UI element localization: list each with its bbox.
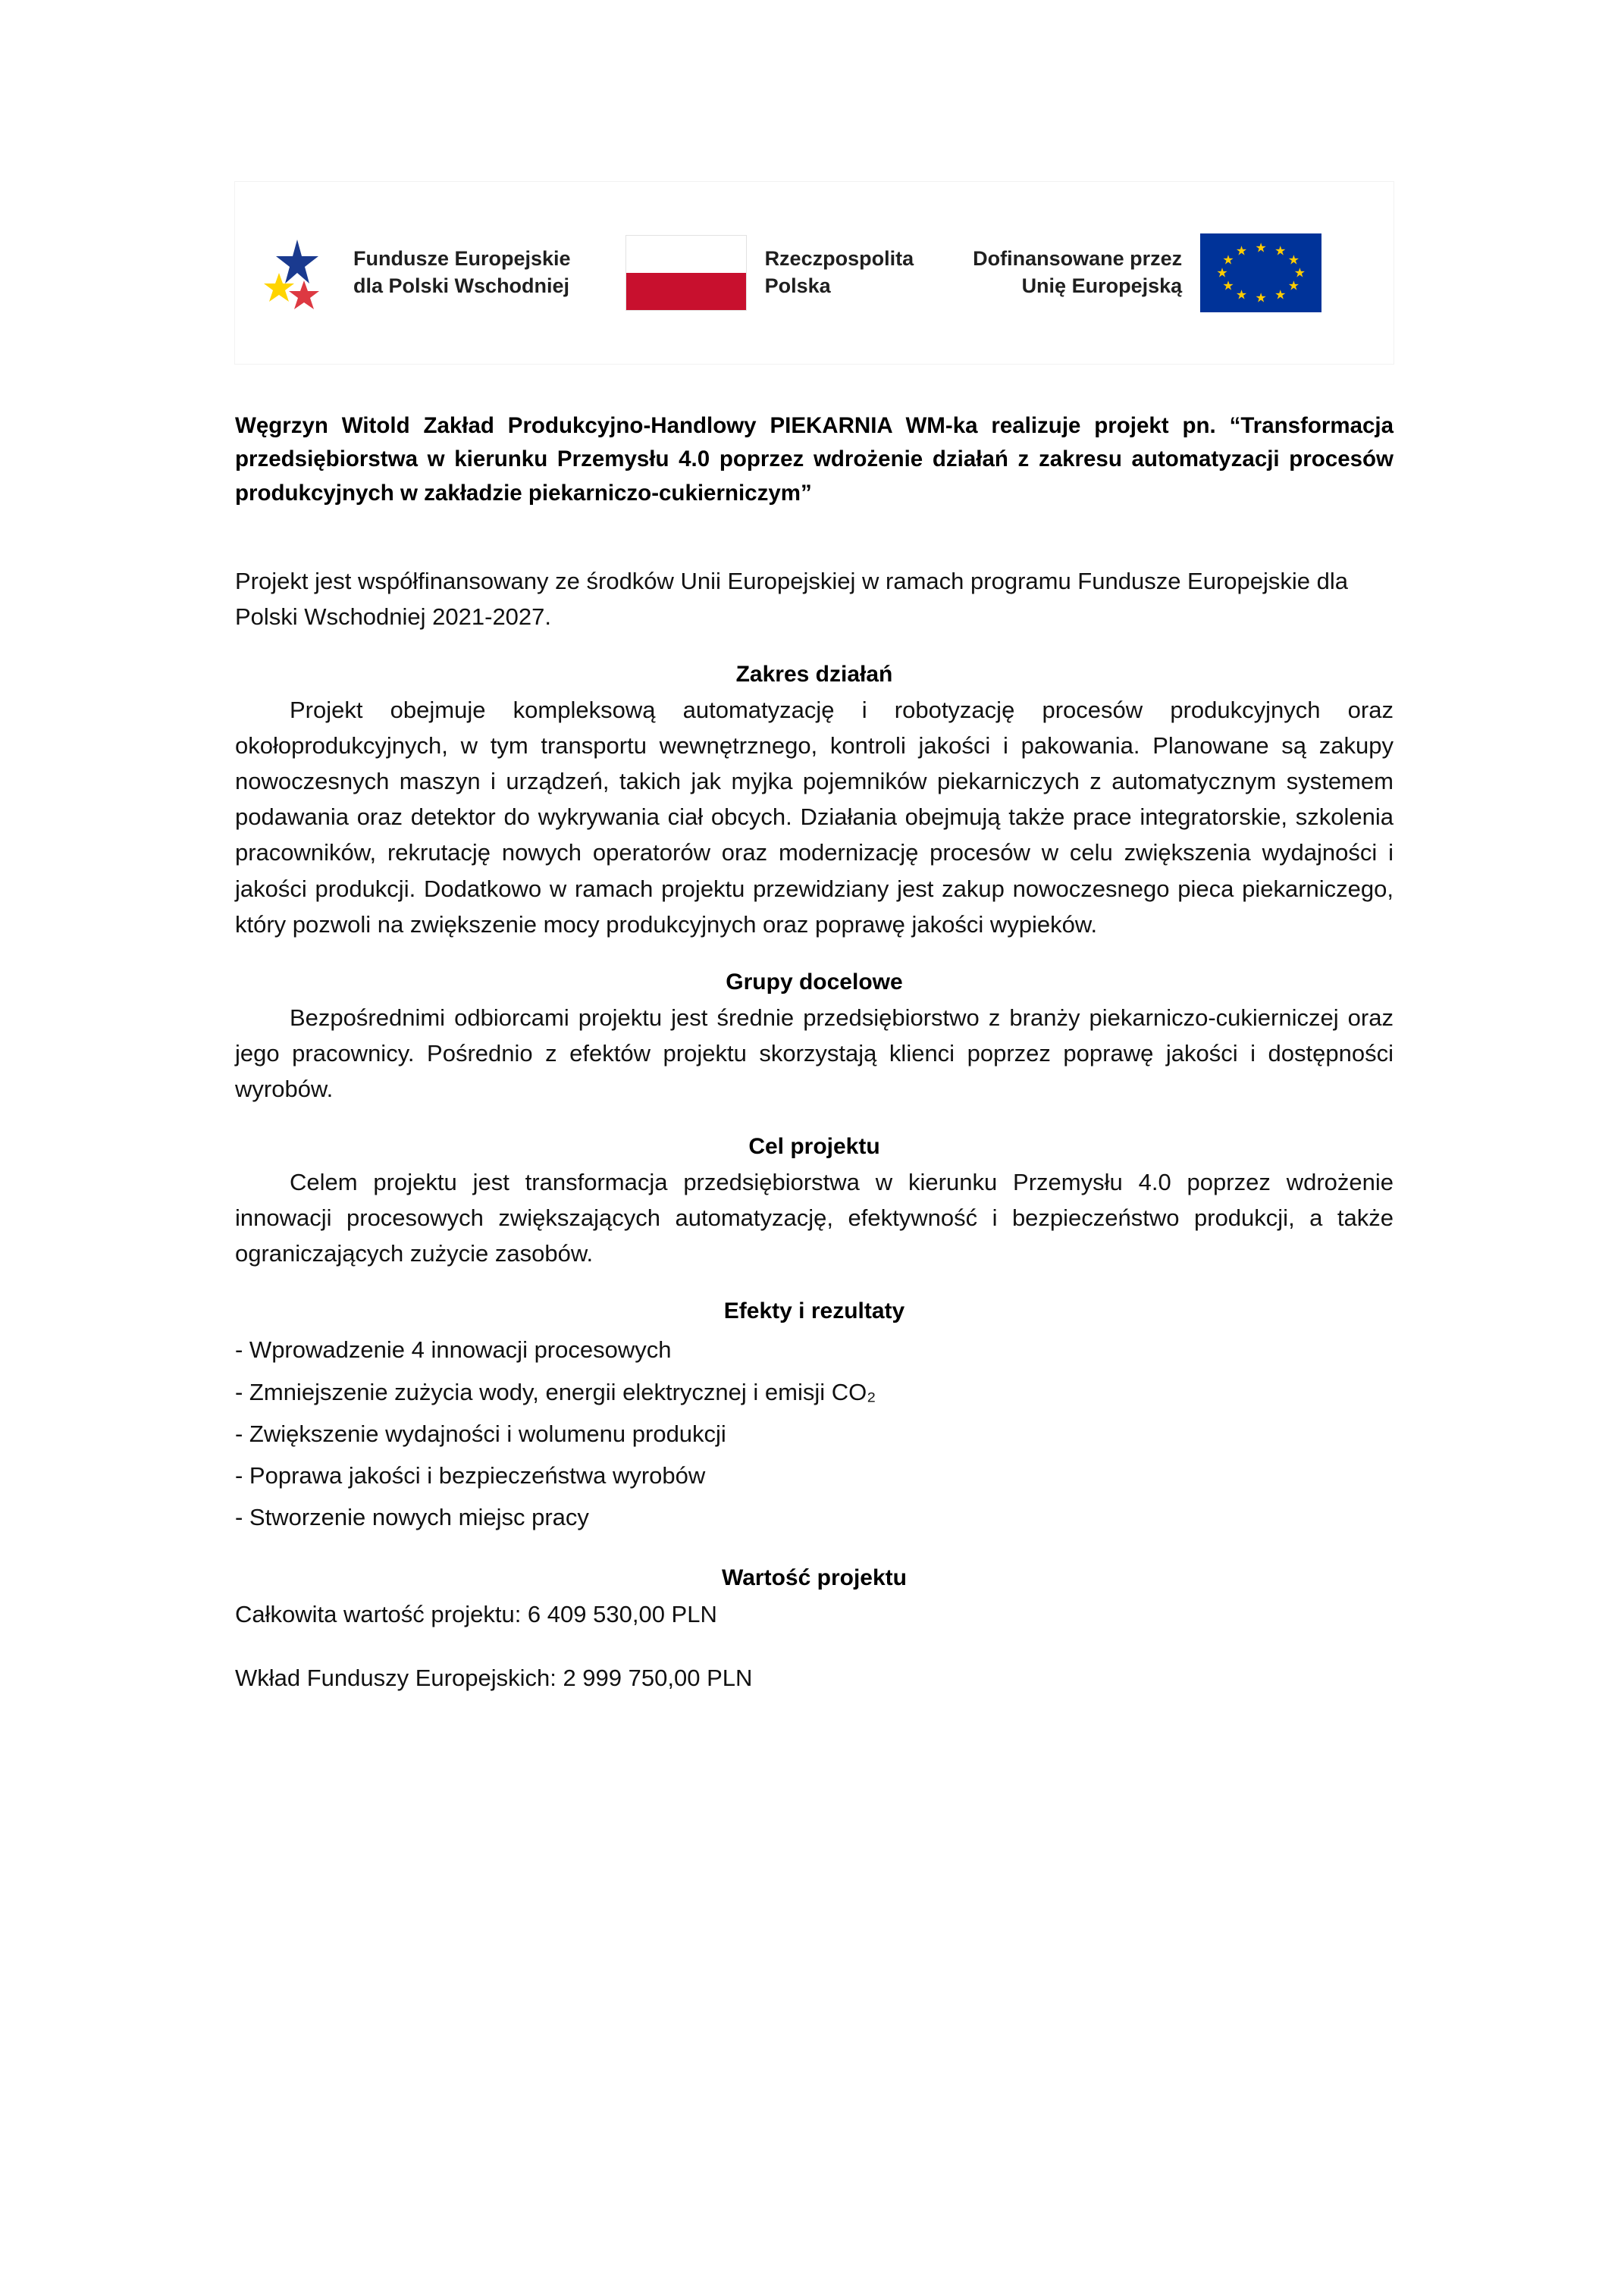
- eu-funding-logo-bar: [235, 182, 1394, 364]
- fundusze-line2: dla Polski Wschodniej: [353, 274, 570, 297]
- rzeczpospolita-polska-logo: [625, 182, 914, 364]
- section-heading-cel: Cel projektu: [748, 1134, 880, 1160]
- fundusze-europejskie-star-icon: [264, 236, 337, 309]
- list-item: - Stworzenie nowych miejsc pracy: [235, 1504, 589, 1531]
- project-total-value: Całkowita wartość projektu: 6 409 530,00 PLN: [235, 1601, 717, 1628]
- eu-contribution-value: Wkład Funduszy Europejskich: 2 999 750,00 PLN: [235, 1664, 753, 1691]
- fundusze-europejskie-label: [353, 246, 571, 299]
- fundusze-line1: Fundusze Europejskie: [353, 247, 571, 271]
- section-heading-zakres: Zakres działań: [735, 661, 893, 687]
- list-item: - Zwiększenie wydajności i wolumenu produkcji: [235, 1420, 726, 1447]
- unia-line1: Dofinansowane przez: [973, 247, 1183, 271]
- section-heading-wartosc: Wartość projektu: [722, 1565, 907, 1591]
- effects-list: [235, 1329, 1394, 1538]
- list-item: - Wprowadzenie 4 innowacji procesowych: [235, 1336, 672, 1364]
- list-item: - Zmniejszenie zużycia wody, energii elektrycznej i emisji CO₂: [235, 1378, 876, 1405]
- fundusze-europejskie-logo: [264, 182, 571, 364]
- section-heading-grupy: Grupy docelowe: [726, 969, 903, 995]
- financing-paragraph: Projekt jest współfinansowany ze środków Unii Europejskiej w ramach programu Fundusze Europejskie dla Polski Wschodniej 2021-2027.: [235, 567, 1349, 630]
- section-text-zakres: Projekt obejmuje kompleksową automatyzację i robotyzację procesów produkcyjnych oraz okołoprodukcyjnych, w tym transportu wewnętrznego, kontroli jakości i pakowania. Planowane są zakupy nowoczesnych maszyn i urządzeń, takich jak myjka pojemników piekarniczych z automatycznym systemem podawania oraz detektor do wykrywania ciał obcych. Działania obejmują także prace integratorskie, szkolenia pracowników, rekrutację nowych operatorów oraz modernizację procesów w celu zwiększenia wydajności i jakości produkcji. Dodatkowo w ramach projektu przewidziany jest zakup nowoczesnego pieca piekarniczego, który pozwoli na zwiększenie mocy produkcyjnych oraz poprawę jakości wypieków.: [235, 696, 1394, 938]
- section-heading-efekty: Efekty i rezultaty: [723, 1298, 905, 1324]
- rzeczpospolita-label: [765, 246, 914, 299]
- unia-europejska-logo: [973, 182, 1321, 364]
- project-intro-paragraph: Węgrzyn Witold Zakład Produkcyjno-Handlowy PIEKARNIA WM-ka realizuje projekt pn. “Transformacja przedsiębiorstwa w kierunku Przemysłu 4.0 poprzez wdrożenie działań z zakresu automatyzacji procesów produkcyjnych w zakładzie piekarniczo-cukierniczym”: [235, 413, 1394, 506]
- list-item: - Poprawa jakości i bezpieczeństwa wyrobów: [235, 1461, 706, 1489]
- unia-line2: Unię Europejską: [1021, 274, 1183, 297]
- eu-flag-icon: ★ ★ ★ ★ ★ ★ ★ ★ ★ ★ ★ ★: [1200, 233, 1321, 312]
- rzeczpospolita-line1: Rzeczpospolita: [764, 247, 914, 271]
- document-body: [235, 409, 1394, 1696]
- polish-flag-icon: [625, 235, 747, 311]
- section-text-grupy: Bezpośrednimi odbiorcami projektu jest średnie przedsiębiorstwo z branży piekarniczo-cukierniczej oraz jego pracownicy. Pośrednio z efektów projektu skorzystają klienci poprzez poprawę jakości i dostępności wyrobów.: [235, 1004, 1394, 1102]
- unia-label: [973, 246, 1182, 299]
- section-text-cel: Celem projektu jest transformacja przedsiębiorstwa w kierunku Przemysłu 4.0 poprzez wdrożenie innowacji procesowych zwiększających automatyzację, efektywność i bezpieczeństwo produkcji, a także ograniczających zużycie zasobów.: [235, 1169, 1394, 1267]
- rzeczpospolita-line2: Polska: [764, 274, 831, 297]
